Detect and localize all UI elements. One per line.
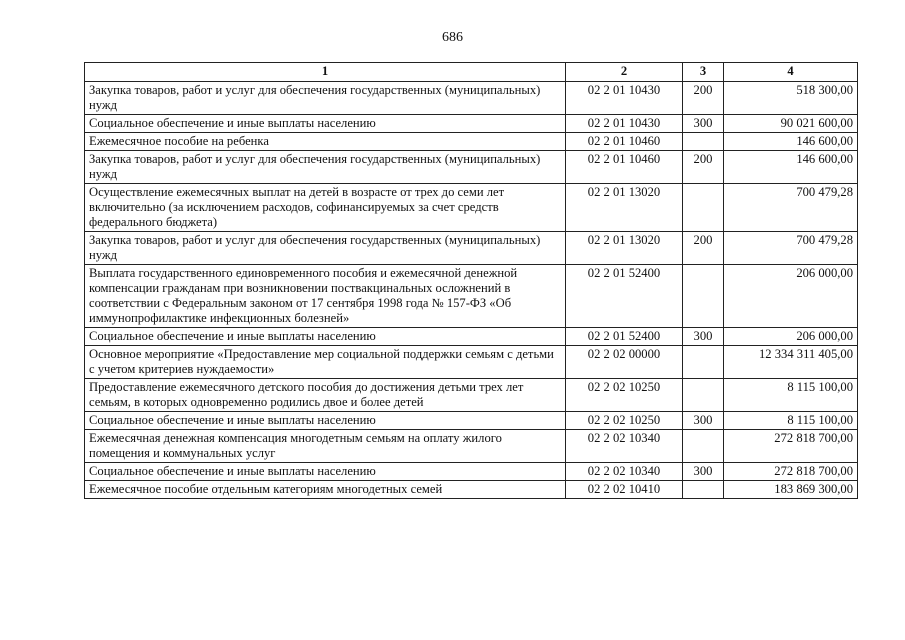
row-code-cell: 02 2 01 13020 bbox=[566, 184, 683, 232]
row-amount-cell: 206 000,00 bbox=[724, 265, 858, 328]
row-type-cell: 200 bbox=[683, 82, 724, 115]
table-row bbox=[85, 346, 858, 379]
row-type-cell bbox=[683, 379, 724, 412]
row-amount-cell: 700 479,28 bbox=[724, 184, 858, 232]
row-type-cell: 300 bbox=[683, 328, 724, 346]
table-row bbox=[85, 151, 858, 184]
table-row bbox=[85, 328, 858, 346]
table-row bbox=[85, 430, 858, 463]
row-name-cell: Осуществление ежемесячных выплат на детей в возрасте от трех до семи лет включительно (за исключением расходов, софинансируемых за счет средств федерального бюджета) bbox=[85, 184, 566, 232]
row-amount-cell: 700 479,28 bbox=[724, 232, 858, 265]
row-name-cell: Выплата государственного единовременного пособия и ежемесячной денежной компенсации гражданам при возникновении поствакцинальных осложнений в соответствии с Федеральным законом от 17 сентября 1998 года № 157-ФЗ «Об иммунопрофилактике инфекционных болезней» bbox=[85, 265, 566, 328]
table-row bbox=[85, 379, 858, 412]
column-header-name: 1 bbox=[85, 63, 566, 82]
row-amount-cell: 146 600,00 bbox=[724, 133, 858, 151]
row-type-cell: 200 bbox=[683, 151, 724, 184]
column-header-code: 2 bbox=[566, 63, 683, 82]
table-row bbox=[85, 184, 858, 232]
table-row bbox=[85, 133, 858, 151]
row-name-cell: Социальное обеспечение и иные выплаты населению bbox=[85, 115, 566, 133]
table-row bbox=[85, 82, 858, 115]
row-code-cell: 02 2 01 52400 bbox=[566, 265, 683, 328]
row-type-cell: 300 bbox=[683, 463, 724, 481]
row-amount-cell: 518 300,00 bbox=[724, 82, 858, 115]
row-type-cell bbox=[683, 184, 724, 232]
row-code-cell: 02 2 02 10250 bbox=[566, 379, 683, 412]
row-type-cell: 300 bbox=[683, 115, 724, 133]
row-code-cell: 02 2 02 10340 bbox=[566, 430, 683, 463]
row-name-cell: Основное мероприятие «Предоставление мер социальной поддержки семьям с детьми с учетом критериев нуждаемости» bbox=[85, 346, 566, 379]
row-type-cell bbox=[683, 481, 724, 499]
table-row bbox=[85, 115, 858, 133]
row-name-cell: Закупка товаров, работ и услуг для обеспечения государственных (муниципальных) нужд bbox=[85, 82, 566, 115]
row-code-cell: 02 2 01 52400 bbox=[566, 328, 683, 346]
row-amount-cell: 12 334 311 405,00 bbox=[724, 346, 858, 379]
row-name-cell: Социальное обеспечение и иные выплаты населению bbox=[85, 328, 566, 346]
row-type-cell: 300 bbox=[683, 412, 724, 430]
row-amount-cell: 206 000,00 bbox=[724, 328, 858, 346]
row-name-cell: Закупка товаров, работ и услуг для обеспечения государственных (муниципальных) нужд bbox=[85, 232, 566, 265]
row-amount-cell: 146 600,00 bbox=[724, 151, 858, 184]
row-code-cell: 02 2 02 10250 bbox=[566, 412, 683, 430]
row-code-cell: 02 2 01 10460 bbox=[566, 133, 683, 151]
row-amount-cell: 90 021 600,00 bbox=[724, 115, 858, 133]
table-row bbox=[85, 481, 858, 499]
row-amount-cell: 272 818 700,00 bbox=[724, 430, 858, 463]
row-type-cell: 200 bbox=[683, 232, 724, 265]
row-type-cell bbox=[683, 265, 724, 328]
row-name-cell: Ежемесячное пособие на ребенка bbox=[85, 133, 566, 151]
row-code-cell: 02 2 02 00000 bbox=[566, 346, 683, 379]
budget-table bbox=[84, 62, 858, 499]
row-amount-cell: 183 869 300,00 bbox=[724, 481, 858, 499]
row-amount-cell: 272 818 700,00 bbox=[724, 463, 858, 481]
row-name-cell: Ежемесячное пособие отдельным категориям многодетных семей bbox=[85, 481, 566, 499]
row-name-cell: Ежемесячная денежная компенсация многодетным семьям на оплату жилого помещения и коммунальных услуг bbox=[85, 430, 566, 463]
row-amount-cell: 8 115 100,00 bbox=[724, 379, 858, 412]
row-type-cell bbox=[683, 133, 724, 151]
table-row bbox=[85, 265, 858, 328]
table-row bbox=[85, 463, 858, 481]
column-header-type: 3 bbox=[683, 63, 724, 82]
row-code-cell: 02 2 01 13020 bbox=[566, 232, 683, 265]
row-name-cell: Социальное обеспечение и иные выплаты населению bbox=[85, 412, 566, 430]
column-header-amount: 4 bbox=[724, 63, 858, 82]
row-type-cell bbox=[683, 346, 724, 379]
row-code-cell: 02 2 01 10430 bbox=[566, 115, 683, 133]
table-row bbox=[85, 232, 858, 265]
row-code-cell: 02 2 01 10430 bbox=[566, 82, 683, 115]
row-amount-cell: 8 115 100,00 bbox=[724, 412, 858, 430]
row-name-cell: Закупка товаров, работ и услуг для обеспечения государственных (муниципальных) нужд bbox=[85, 151, 566, 184]
row-type-cell bbox=[683, 430, 724, 463]
row-code-cell: 02 2 02 10340 bbox=[566, 463, 683, 481]
row-code-cell: 02 2 01 10460 bbox=[566, 151, 683, 184]
row-name-cell: Предоставление ежемесячного детского пособия до достижения детьми трех лет семьям, в которых одновременно родились двое и более детей bbox=[85, 379, 566, 412]
page-number: 686 bbox=[442, 30, 463, 45]
table-row bbox=[85, 412, 858, 430]
row-code-cell: 02 2 02 10410 bbox=[566, 481, 683, 499]
row-name-cell: Социальное обеспечение и иные выплаты населению bbox=[85, 463, 566, 481]
table-header-row bbox=[85, 63, 858, 82]
